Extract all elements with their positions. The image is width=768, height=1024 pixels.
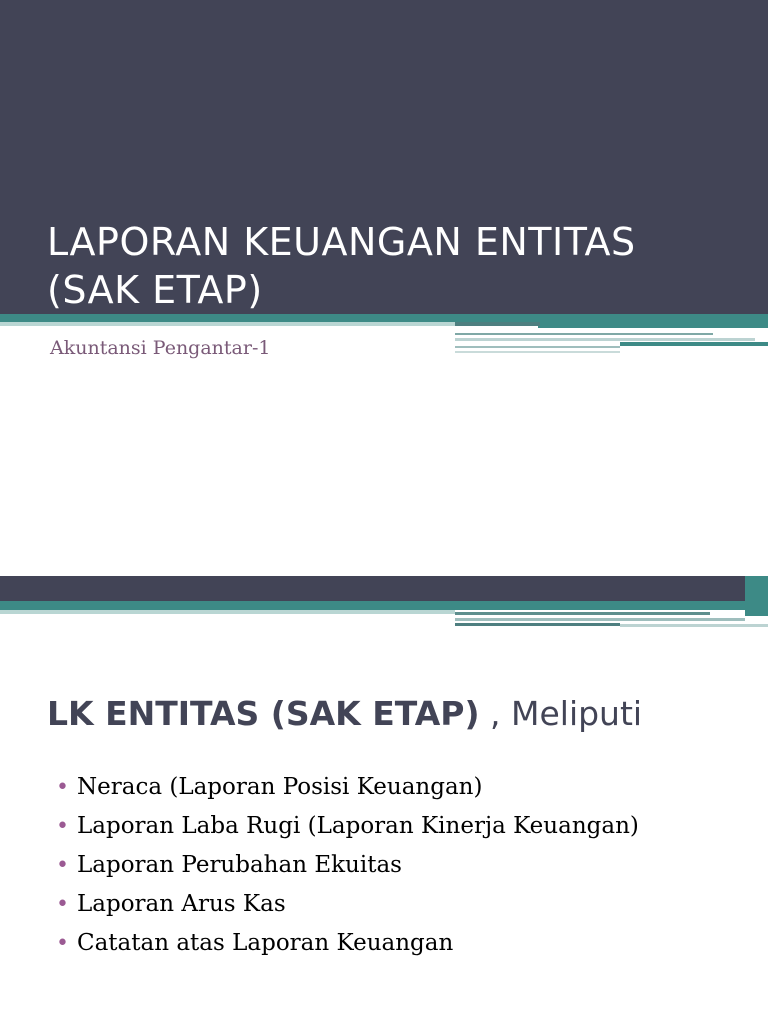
decor-line: [455, 346, 620, 348]
content-title: [47, 694, 642, 733]
decor-line: [455, 618, 745, 621]
list-item-text: Laporan Arus Kas: [77, 891, 286, 917]
list-item-text: Catatan atas Laporan Keuangan: [77, 930, 454, 956]
decor-line: [455, 612, 710, 615]
list-item-text: Laporan Perubahan Ekuitas: [77, 852, 402, 878]
decor-line: [455, 623, 620, 626]
slide-title-line2: (SAK ETAP): [47, 268, 263, 312]
banner-teal-block: [745, 576, 768, 616]
decor-line: [455, 333, 713, 335]
bullet-icon: •: [56, 814, 69, 839]
slide-title-line1: LAPORAN KEUANGAN ENTITAS: [47, 220, 636, 264]
decor-line: [620, 342, 768, 346]
bullet-icon: •: [56, 775, 69, 800]
list-item: [56, 768, 639, 807]
decor-line: [620, 624, 768, 627]
list-item-text: Laporan Laba Rugi (Laporan Kinerja Keuangan): [77, 813, 639, 839]
decor-line: [455, 351, 620, 353]
bullet-icon: •: [56, 853, 69, 878]
content-title-main: LK ENTITAS (SAK ETAP): [47, 694, 480, 733]
banner-teal-block: [538, 314, 768, 328]
decor-line: [455, 322, 540, 326]
bullet-icon: •: [56, 892, 69, 917]
list-item: [56, 924, 639, 963]
slide-title: [47, 218, 747, 314]
content-banner: [0, 576, 768, 603]
list-item: [56, 807, 639, 846]
slide-subtitle: Akuntansi Pengantar-1: [50, 337, 271, 359]
list-item-text: Neraca (Laporan Posisi Keuangan): [77, 774, 483, 800]
decor-line: [455, 338, 755, 341]
bullet-icon: •: [56, 931, 69, 956]
banner-shadow-stripe: [0, 610, 455, 614]
slide-2: [0, 576, 768, 1024]
content-title-suffix: , Meliputi: [479, 694, 643, 733]
list-item: [56, 885, 639, 924]
report-list: [56, 768, 639, 963]
banner-teal-stripe: [0, 601, 768, 610]
list-item: [56, 846, 639, 885]
